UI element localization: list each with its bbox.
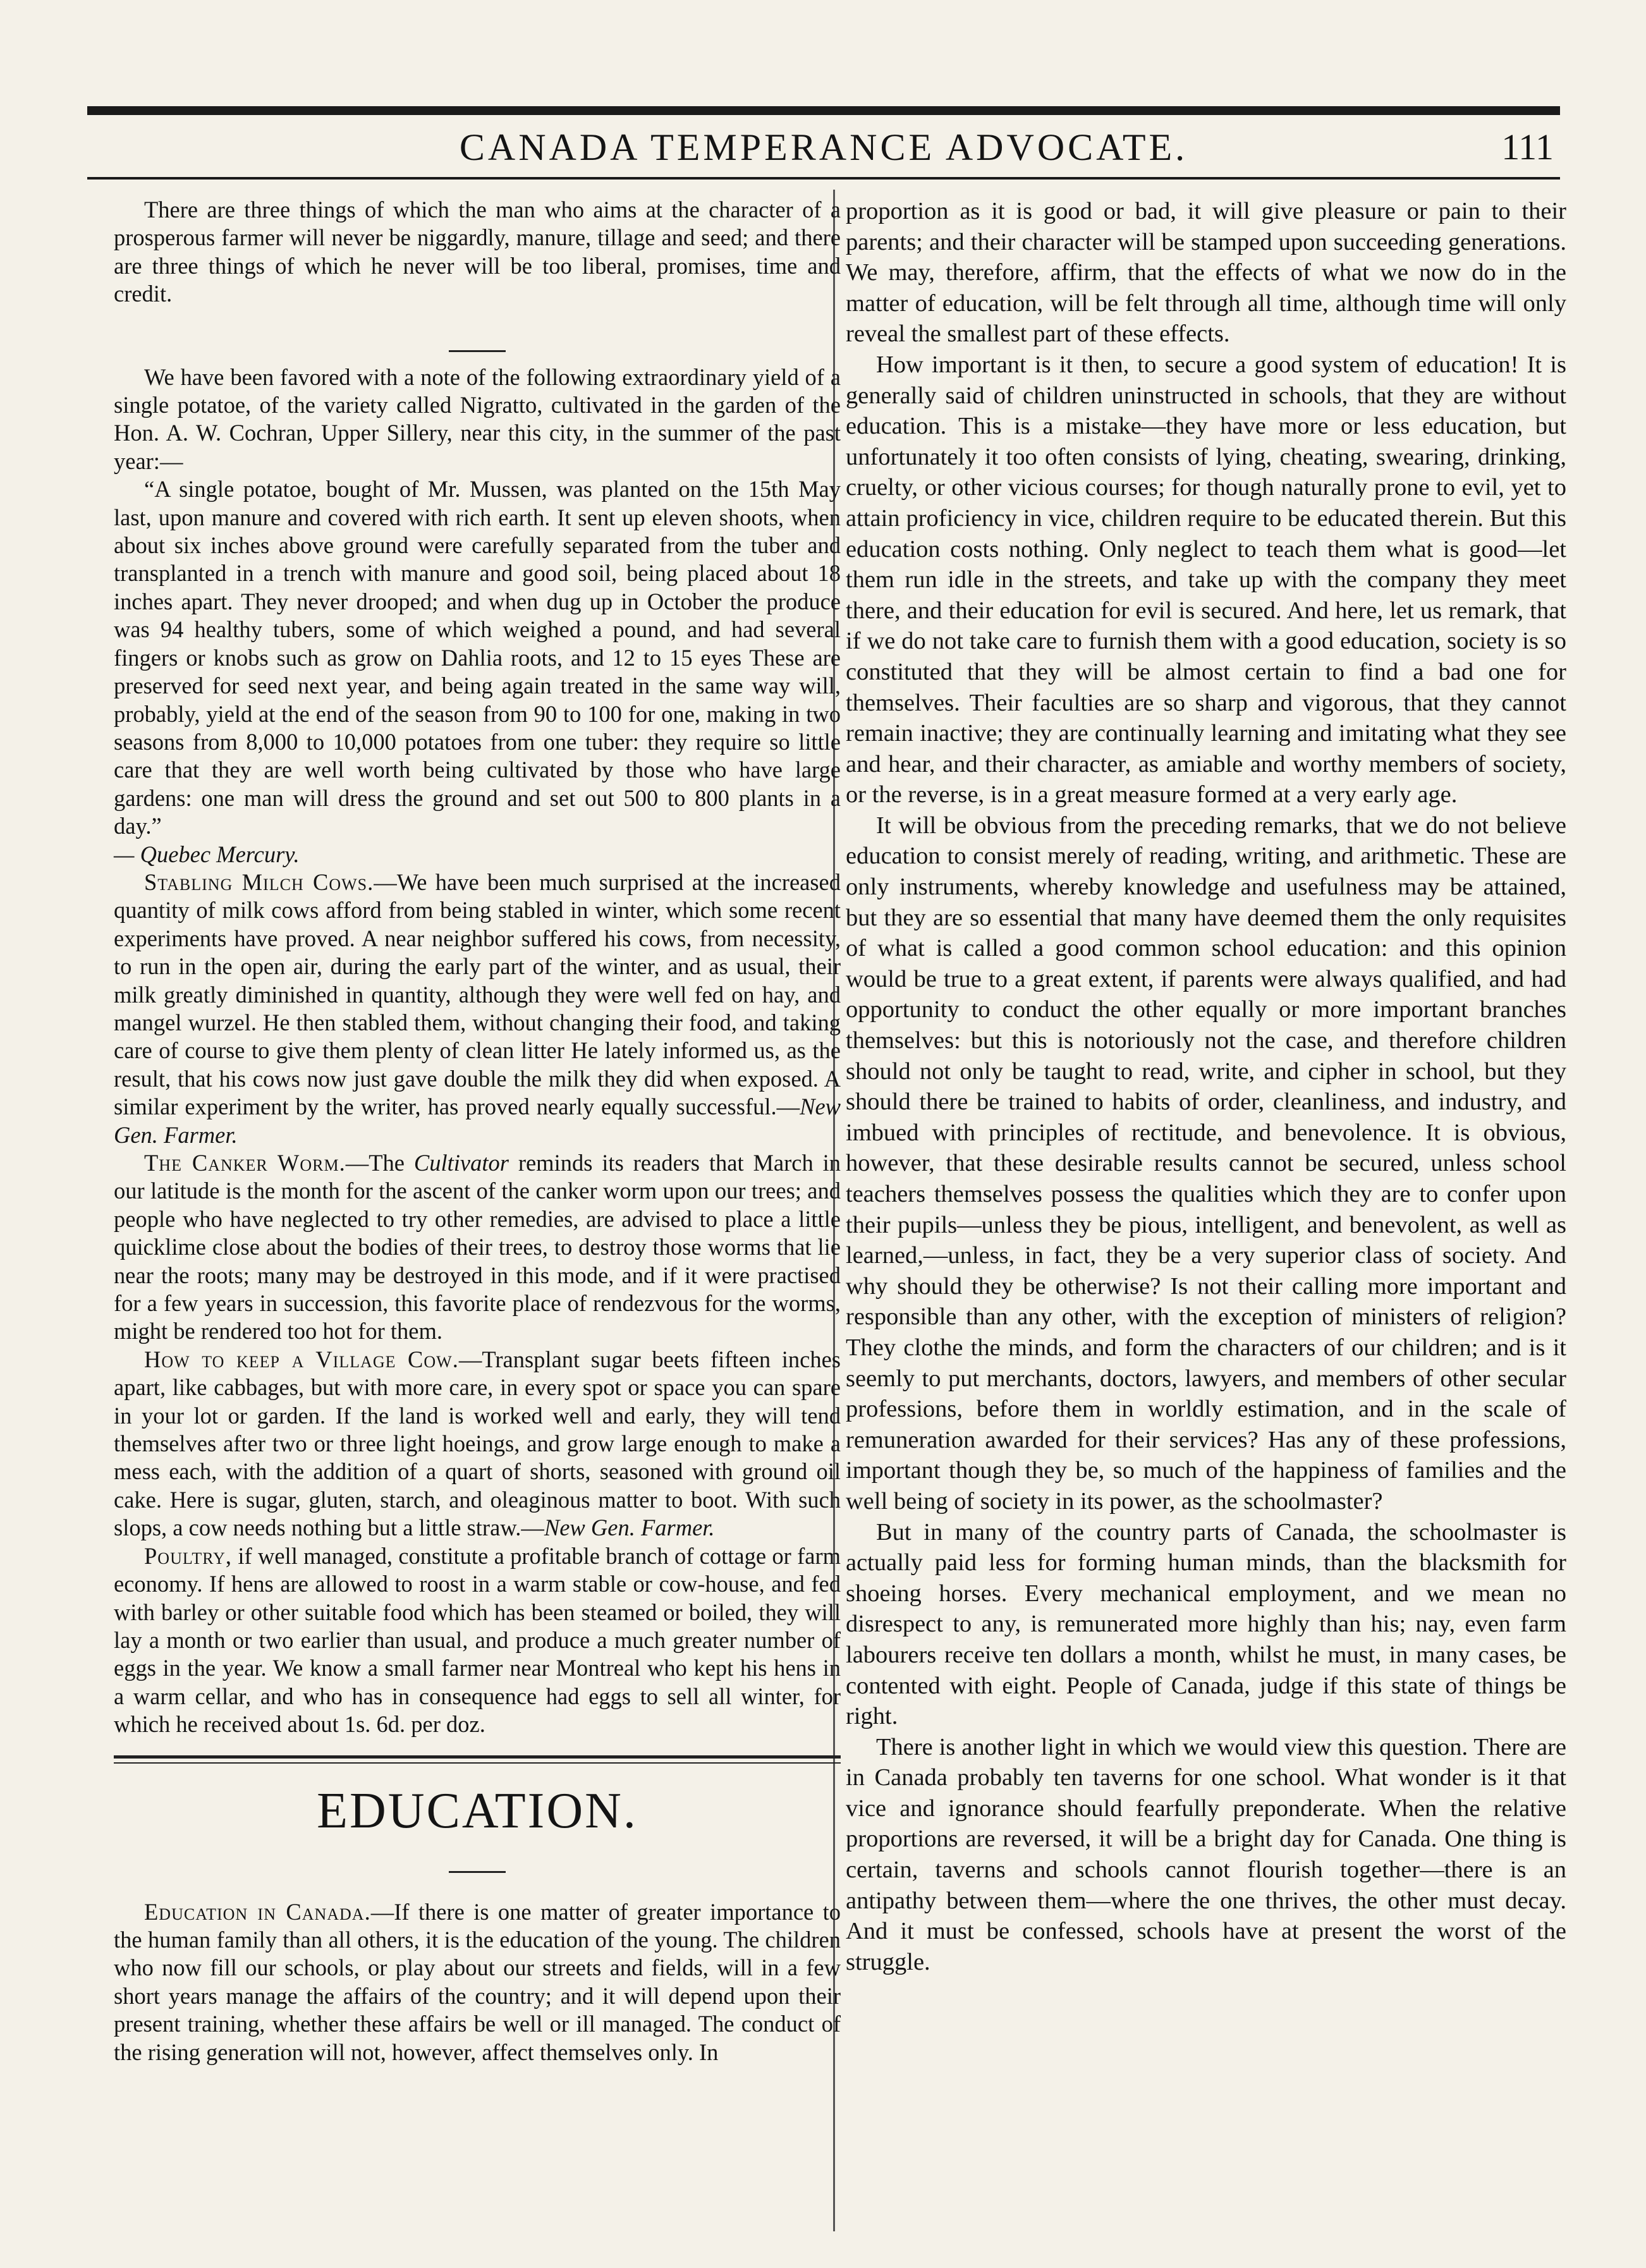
separator-rule	[449, 350, 506, 352]
cultivator-title: Cultivator	[413, 1150, 509, 1176]
header-bottom-rule	[87, 177, 1560, 180]
village-cow-body: —Transplant sugar beets fifteen inches apart, like cabbages, but with more care, in every spot or space you can spare in your lot or garden. If the land is worked well and early, they will tend themselves after two or three light hoeings, and grow large enough to make a mess each, with the addition of a quart of shorts, seasoned with ground oil cake. Here is sugar, gluten, starch, and oleaginous matter to boot. With such slops, a cow needs nothing but a little straw.—	[114, 1346, 841, 1541]
potato-intro: We have been favored with a note of the following extraordinary yield of a single potatoe, of the variety called Nigratto, cultivated in the garden of the Hon. A. W. Cochran, Upper Sillery, near this city, in the summer of the past year:—	[114, 363, 841, 474]
page-header	[87, 120, 1560, 177]
education-body: —If there is one matter of greater importance to the human family than all others, it is the education of the young. The children who now fill our schools, or play about our streets and fields, will in a few short years manage the affairs of the country; and it will depend upon their present training, whether these affairs be well or ill managed. The conduct of the rising generation will not, however, affect themselves only. In	[114, 1898, 841, 2065]
poultry-paragraph	[114, 1542, 841, 1739]
section-title-rule	[449, 1871, 506, 1873]
header-top-rule	[87, 106, 1560, 115]
milch-cows-heading: Stabling Milch Cows.	[144, 869, 374, 895]
education-instruments-paragraph: It will be obvious from the preceding remarks, that we do not believe education to consist merely of reading, writing, and arithmetic. These are only instruments, whereby knowledge and usefulness may be attained, but they are so essential that many have deemed them the only requisites of what is called a good common school education: and this opinion would be true to a great extent, if parents were always qualified, and had opportunity to conduct the other equally or more important branches themselves: but this is notoriously not the case, and therefore children should not only be taught to read, write, and cipher in school, but they should there be trained to habits of order, cleanliness, and industry, and imbued with principles of rectitude, and benevolence. It is obvious, however, that these desirable results cannot be secured, unless school teachers themselves possess the qualities which they are to confer upon their pupils—unless they be pious, intelligent, and benevolent, as well as learned,—unless, in fact, they be a very superior class of society. And why should they be otherwise? Is not their calling more important and responsible than any other, with the exception of ministers of religion? They clothe the minds, and form the characters of our children; and is it seemly to put merchants, doctors, lawyers, and members of other secular professions, before them in worldly estimation, and in the scale of remuneration awarded for their services? Has any of these professions, important though they be, so much of the happiness of families and the well being of society in its power, as the schoolmaster?	[846, 812, 1566, 1515]
schoolmaster-pay-paragraph: But in many of the country parts of Canada, the schoolmaster is actually paid less for forming human minds, than the blacksmith for shoeing horses. Every mechanical employment, and we mean no disrespect to any, is remunerated more highly than his; nay, even farm labourers receive ten dollars a month, whilst he must, in many cases, be contented with eight. People of Canada, judge if this state of things be right.	[846, 1518, 1566, 1730]
poultry-heading: Poultry,	[144, 1542, 233, 1569]
village-cow-heading: How to keep a Village Cow.	[144, 1346, 459, 1372]
village-cow-source: New Gen. Farmer.	[544, 1515, 715, 1541]
canker-worm-body-a: —The	[345, 1150, 414, 1176]
potato-quote: “A single potatoe, bought of Mr. Mussen, was planted on the 15th May last, upon manure and covered with rich earth. It sent up eleven shoots, when about six inches above ground were carefully separated from the tuber and transplanted in a trench with manure and good soil, being placed about 18 inches apart. They never drooped; and when dug up in October the produce was 94 healthy tubers, some of which weighed a pound, and had several fingers or knobs such as grow on Dahlia roots, and 12 to 15 eyes These are preserved for seed next year, and being again treated in the same way will, probably, yield at the end of the season from 90 to 100 for one, making in two seasons from 8,000 to 10,000 potatoes from one tuber: they require so little care that they are well worth being cultivated by those who have large gardens: one man will dress the ground and set out 500 to 800 plants in a day.”	[114, 476, 841, 839]
publication-title: CANADA TEMPERANCE ADVOCATE.	[459, 126, 1188, 168]
education-system-paragraph: How important is it then, to secure a good system of education! It is generally said of children uninstructed in schools, that they are without education. This is a mistake—they have more or less education, but unfortunately it too often consists of lying, cheating, swearing, drinking, cruelty, or other vicious courses; for though naturally prone to evil, yet to attain proficiency in vice, children require to be educated therein. But this education costs nothing. Only neglect to teach them what is good—let them run idle in the streets, and take up with the company they meet there, and their education for evil is secured. And here, let us remark, that if we do not take care to furnish them with a good education, society is so constituted that they will be almost certain to find a bad one for themselves. Their faculties are so sharp and vigorous, that they cannot remain inactive; they are continually learning and imitating what they see and hear, and their character, as amiable and worthy members of society, or the reverse, is in a great measure formed at a very early age.	[846, 351, 1566, 808]
section-rule	[114, 1755, 841, 1764]
canker-worm-body-b: reminds its readers that March in our latitude is the month for the ascent of the canker worm upon our trees; and people who have neglected to try other remedies, are advised to place a little quicklime close about the bodies of their trees, to destroy those worms that lie near the roots; many may be destroyed in this mode, and if it were practised for a few years in succession, this favorite place of rendezvous for the worms, might be rendered too hot for them.	[114, 1150, 841, 1344]
potato-source: — Quebec Mercury.	[114, 841, 300, 867]
education-continued: proportion as it is good or bad, it will give pleasure or pain to their parents; and their character will be stamped upon succeeding generations. We may, therefore, affirm, that the effects of what we now do in the matter of education, will be felt through all time, although time will only reveal the smallest part of these effects.	[846, 198, 1566, 348]
village-cow-paragraph	[114, 1346, 841, 1542]
left-column	[114, 196, 841, 2066]
canker-worm-paragraph	[114, 1149, 841, 1346]
milch-cows-source: New Gen. Farmer.	[114, 1094, 841, 1148]
farmer-note: There are three things of which the man who aims at the character of a prosperous farmer will never be niggardly, manure, tillage and seed; and there are three things of which he never will be too liberal, promises, time and credit.	[114, 197, 841, 307]
section-title-education: EDUCATION.	[317, 1783, 638, 1839]
education-paragraph	[114, 1898, 841, 2066]
canker-worm-heading: The Canker Worm.	[144, 1150, 346, 1176]
right-column	[846, 196, 1566, 1977]
page-number: 111	[1501, 126, 1554, 168]
taverns-paragraph: There is another light in which we would view this question. There are in Canada probably ten taverns for one school. What wonder is it that vice and ignorance should fearfully preponderate. When the relative proportions are reversed, it will be a bright day for Canada. One thing is certain, taverns and schools cannot flourish together—there is an antipathy between them—where the one thrives, the other must decay. And it must be confessed, schools have at present the worst of the struggle.	[846, 1733, 1566, 1975]
education-heading: Education in Canada.	[144, 1898, 371, 1925]
milch-cows-body: —We have been much surprised at the increased quantity of milk cows afford from being stabled in winter, which some recent experiments have proved. A near neighbor suffered his cows, from necessity, to run in the open air, during the early part of the winter, and as usual, their milk greatly diminished in quantity, although they were well fed on hay, and mangel wurzel. He then stabled them, without changing their food, and taking care of course to give them plenty of clean litter He lately informed us, as the result, that his cows now just gave double the milk they did when exposed. A similar experiment by the writer, has proved nearly equally successful.—	[114, 869, 841, 1120]
poultry-body: if well managed, constitute a profitable branch of cottage or farm economy. If hens are allowed to roost in a warm stable or cow-house, and fed with barley or other suitable food which has been steamed or boiled, they will lay a month or two earlier than usual, and produce a much greater number of eggs in the year. We know a small farmer near Montreal who kept his hens in a warm cellar, and who has in consequence had eggs to sell all winter, for which he received about 1s. 6d. per doz.	[114, 1542, 841, 1738]
milch-cows-paragraph	[114, 869, 841, 1149]
